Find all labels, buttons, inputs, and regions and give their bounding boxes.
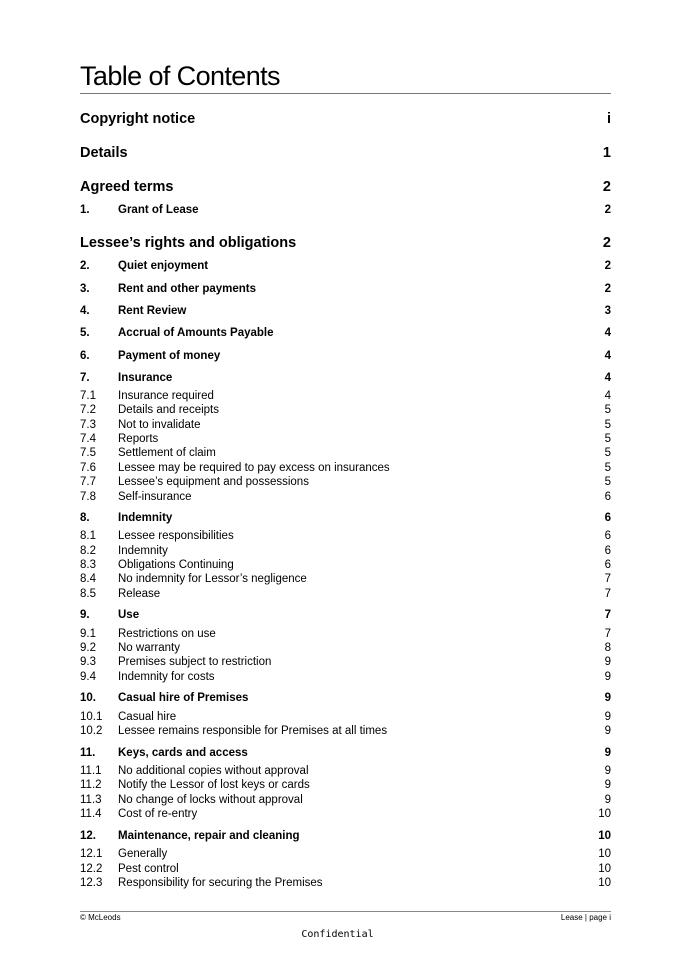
toc-entry-label: Responsibility for securing the Premises bbox=[118, 877, 323, 889]
toc-entry[interactable] bbox=[80, 446, 611, 460]
toc-entry-page: 8 bbox=[604, 642, 611, 654]
toc-entry[interactable] bbox=[80, 432, 611, 446]
toc-entry-number: 7.4 bbox=[80, 433, 96, 445]
toc-entry[interactable] bbox=[80, 627, 611, 641]
toc-entry-label: No additional copies without approval bbox=[118, 765, 309, 777]
toc-entry[interactable] bbox=[80, 349, 611, 363]
toc-entry-label: Lessee responsibilities bbox=[118, 530, 234, 542]
confidential-label: Confidential bbox=[301, 929, 374, 940]
toc-entry-page: 9 bbox=[604, 747, 611, 759]
toc-entry[interactable] bbox=[80, 847, 611, 861]
toc-entry[interactable] bbox=[80, 282, 611, 296]
toc-entry-number: 7.6 bbox=[80, 462, 96, 474]
toc-entry-label: Casual hire bbox=[118, 711, 177, 723]
toc-entry-page: 9 bbox=[604, 794, 611, 806]
toc-entry-label: Not to invalidate bbox=[118, 419, 201, 431]
toc-entry-number: 10. bbox=[80, 692, 96, 704]
toc-entry-label: Restrictions on use bbox=[118, 628, 216, 640]
toc-entry-page: 10 bbox=[598, 877, 611, 889]
toc-entry-page: 6 bbox=[604, 545, 611, 557]
toc-entry-page: 4 bbox=[604, 327, 611, 339]
toc-entry-label: Indemnity for costs bbox=[118, 671, 215, 683]
toc-entry-page: 2 bbox=[604, 283, 611, 295]
toc-entry[interactable] bbox=[80, 544, 611, 558]
toc-entry-number: 7.2 bbox=[80, 404, 96, 416]
toc-entry-number: 8.2 bbox=[80, 545, 96, 557]
toc-entry[interactable] bbox=[80, 418, 611, 432]
toc-entry[interactable] bbox=[80, 234, 611, 252]
toc-entry-number: 8.1 bbox=[80, 530, 96, 542]
toc-entry[interactable] bbox=[80, 203, 611, 217]
toc-entry[interactable] bbox=[80, 876, 611, 890]
toc-entry-number: 1. bbox=[80, 204, 90, 216]
toc-entry-number: 9.2 bbox=[80, 642, 96, 654]
toc-entry-number: 11.2 bbox=[80, 779, 102, 791]
toc-entry-label: Generally bbox=[118, 848, 168, 860]
toc-entry-page: 7 bbox=[604, 588, 611, 600]
toc-entry[interactable] bbox=[80, 587, 611, 601]
toc-entry-page: 9 bbox=[604, 779, 611, 791]
toc-entry-label: Keys, cards and access bbox=[118, 747, 248, 759]
toc-entry-page: 9 bbox=[604, 656, 611, 668]
toc-entry-number: 11. bbox=[80, 747, 96, 759]
toc-entry-label: Notify the Lessor of lost keys or cards bbox=[118, 779, 310, 791]
toc-entry-page: 5 bbox=[604, 476, 611, 488]
toc-entry[interactable] bbox=[80, 259, 611, 273]
toc-entry-number: 7.3 bbox=[80, 419, 96, 431]
toc-entry-page: 7 bbox=[604, 609, 611, 621]
toc-entry-label: Obligations Continuing bbox=[118, 559, 234, 571]
toc-entry-page: 5 bbox=[604, 433, 611, 445]
toc-entry-page: 6 bbox=[604, 559, 611, 571]
toc-entry-number: 11.1 bbox=[80, 765, 102, 777]
toc-entry-page: 2 bbox=[602, 179, 611, 195]
toc-entry-page: 7 bbox=[604, 573, 611, 585]
toc-entry-page: 4 bbox=[604, 372, 611, 384]
toc-entry-number: 10.2 bbox=[80, 725, 103, 737]
toc-entry-number: 9.4 bbox=[80, 671, 96, 683]
footer-copyright: © McLeods bbox=[80, 913, 121, 922]
toc-entry-label: Reports bbox=[118, 433, 159, 445]
toc-entry-number: 11.3 bbox=[80, 794, 102, 806]
toc-entry[interactable] bbox=[80, 655, 611, 669]
footer-page-label: Lease | page i bbox=[560, 913, 611, 922]
toc-entry-number: 9.1 bbox=[80, 628, 96, 640]
toc-entry-label: Copyright notice bbox=[80, 111, 196, 127]
toc-entry-page: 10 bbox=[598, 863, 611, 875]
toc-entry-label: Insurance bbox=[118, 372, 173, 384]
toc-entry-label: Maintenance, repair and cleaning bbox=[118, 830, 300, 842]
toc-entry-number: 3. bbox=[80, 283, 90, 295]
toc-entry-number: 7.7 bbox=[80, 476, 96, 488]
toc-entry-label: Use bbox=[118, 609, 140, 621]
toc-entry-label: Details bbox=[80, 145, 128, 161]
toc-entry[interactable] bbox=[80, 641, 611, 655]
toc-entry-number: 8.5 bbox=[80, 588, 96, 600]
toc-entry[interactable] bbox=[80, 144, 611, 162]
toc-entry[interactable] bbox=[80, 724, 611, 738]
toc-entry-page: 9 bbox=[604, 692, 611, 704]
toc-entry[interactable] bbox=[80, 670, 611, 684]
toc-entry[interactable] bbox=[80, 829, 611, 843]
toc-entry-number: 7.5 bbox=[80, 447, 96, 459]
toc-entry-page: 2 bbox=[604, 204, 611, 216]
toc-entry-page: 7 bbox=[604, 628, 611, 640]
toc-entry-page: 5 bbox=[604, 404, 611, 416]
toc-entry-label: Pest control bbox=[118, 863, 179, 875]
toc-entry[interactable] bbox=[80, 793, 611, 807]
toc-entry-label: Premises subject to restriction bbox=[118, 656, 272, 668]
toc-entry-page: 9 bbox=[604, 711, 611, 723]
toc-entry-number: 12.1 bbox=[80, 848, 103, 860]
toc-entry-number: 10.1 bbox=[80, 711, 103, 723]
toc-entry-label: Grant of Lease bbox=[118, 204, 199, 216]
toc-entry[interactable] bbox=[80, 403, 611, 417]
toc-entry-number: 7.1 bbox=[80, 390, 96, 402]
toc-entry-number: 8.3 bbox=[80, 559, 96, 571]
toc-entry-number: 4. bbox=[80, 305, 90, 317]
toc-entry[interactable] bbox=[80, 529, 611, 543]
toc-entry[interactable] bbox=[80, 326, 611, 340]
toc-entry[interactable] bbox=[80, 110, 611, 128]
toc-entry-page: 2 bbox=[602, 235, 611, 251]
toc-entry-label: Rent and other payments bbox=[118, 283, 257, 295]
toc-entry-number: 9.3 bbox=[80, 656, 96, 668]
toc-entry-number: 7.8 bbox=[80, 491, 96, 503]
toc-entry[interactable] bbox=[80, 608, 611, 622]
toc-entry-label: Agreed terms bbox=[80, 179, 174, 195]
toc-entry[interactable] bbox=[80, 461, 611, 475]
toc-entry-label: No change of locks without approval bbox=[118, 794, 303, 806]
toc-entry-number: 5. bbox=[80, 327, 90, 339]
toc-entry-page: 1 bbox=[602, 145, 611, 161]
toc-entry-page: 10 bbox=[598, 830, 611, 842]
toc-entry[interactable] bbox=[80, 572, 611, 586]
footer-divider bbox=[80, 911, 611, 912]
toc-entry-label: Release bbox=[118, 588, 161, 600]
toc-entry[interactable] bbox=[80, 862, 611, 876]
toc-entry-label: Indemnity bbox=[118, 512, 173, 524]
toc-entry[interactable] bbox=[80, 807, 611, 821]
toc-entry-page: 5 bbox=[604, 447, 611, 459]
toc-entry-page: 3 bbox=[604, 305, 611, 317]
title-divider bbox=[80, 93, 611, 94]
toc-entry[interactable] bbox=[80, 304, 611, 318]
toc-entry-page: 6 bbox=[604, 491, 611, 503]
toc-entry-page: 5 bbox=[604, 462, 611, 474]
toc-entry-page: 9 bbox=[604, 725, 611, 737]
toc-entry[interactable] bbox=[80, 371, 611, 385]
toc-entry-number: 7. bbox=[80, 372, 90, 384]
toc-entry-page: 6 bbox=[604, 530, 611, 542]
toc-entry[interactable] bbox=[80, 746, 611, 760]
toc-entry-label: No warranty bbox=[118, 642, 180, 654]
toc-entry-number: 6. bbox=[80, 350, 90, 362]
toc-entry-page: 9 bbox=[604, 765, 611, 777]
toc-entry-label: Lessee’s rights and obligations bbox=[80, 235, 297, 251]
toc-entry-label: Settlement of claim bbox=[118, 447, 216, 459]
toc-entry-page: 10 bbox=[598, 808, 611, 820]
toc-entry-label: Casual hire of Premises bbox=[118, 692, 249, 704]
page-title: Table of Contents bbox=[80, 61, 280, 91]
toc-entry[interactable] bbox=[80, 558, 611, 572]
toc-entry-page: 9 bbox=[604, 671, 611, 683]
toc-entry[interactable] bbox=[80, 764, 611, 778]
toc-entry-page: i bbox=[606, 111, 611, 127]
toc-entry-label: Accrual of Amounts Payable bbox=[118, 327, 274, 339]
toc-entry-number: 2. bbox=[80, 260, 90, 272]
toc-entry-label: Details and receipts bbox=[118, 404, 219, 416]
toc-entry-label: Insurance required bbox=[118, 390, 214, 402]
toc-entry-label: Lessee may be required to pay excess on insurances bbox=[118, 462, 390, 474]
toc-entry-label: Cost of re-entry bbox=[118, 808, 198, 820]
toc-entry-page: 10 bbox=[598, 848, 611, 860]
toc-entry-label: Lessee’s equipment and possessions bbox=[118, 476, 309, 488]
toc-entry-page: 6 bbox=[604, 512, 611, 524]
toc-entry-page: 4 bbox=[604, 390, 611, 402]
toc-entry-number: 8.4 bbox=[80, 573, 96, 585]
toc-entry[interactable] bbox=[80, 475, 611, 489]
toc-entry[interactable] bbox=[80, 490, 611, 504]
toc-entry[interactable] bbox=[80, 778, 611, 792]
toc-entry-number: 12.2 bbox=[80, 863, 103, 875]
toc-entry-page: 4 bbox=[604, 350, 611, 362]
toc-entry-number: 8. bbox=[80, 512, 90, 524]
toc-entry-number: 12. bbox=[80, 830, 96, 842]
toc-entry-label: Quiet enjoyment bbox=[118, 260, 209, 272]
toc-entry-page: 2 bbox=[604, 260, 611, 272]
toc-entry[interactable] bbox=[80, 178, 611, 196]
toc-entry-label: Lessee remains responsible for Premises at all times bbox=[118, 725, 388, 737]
toc-entry-label: Payment of money bbox=[118, 350, 221, 362]
toc-entry[interactable] bbox=[80, 511, 611, 525]
toc-entry-number: 12.3 bbox=[80, 877, 103, 889]
toc-entry-label: Self-insurance bbox=[118, 491, 192, 503]
toc-entry[interactable] bbox=[80, 389, 611, 403]
toc-entry[interactable] bbox=[80, 691, 611, 705]
toc-entry-label: Indemnity bbox=[118, 545, 168, 557]
toc-entry-label: Rent Review bbox=[118, 305, 187, 317]
toc-entry[interactable] bbox=[80, 710, 611, 724]
toc-entry-page: 5 bbox=[604, 419, 611, 431]
toc-entry-number: 11.4 bbox=[80, 808, 102, 820]
toc-entry-label: No indemnity for Lessor’s negligence bbox=[118, 573, 307, 585]
toc-entry-number: 9. bbox=[80, 609, 90, 621]
